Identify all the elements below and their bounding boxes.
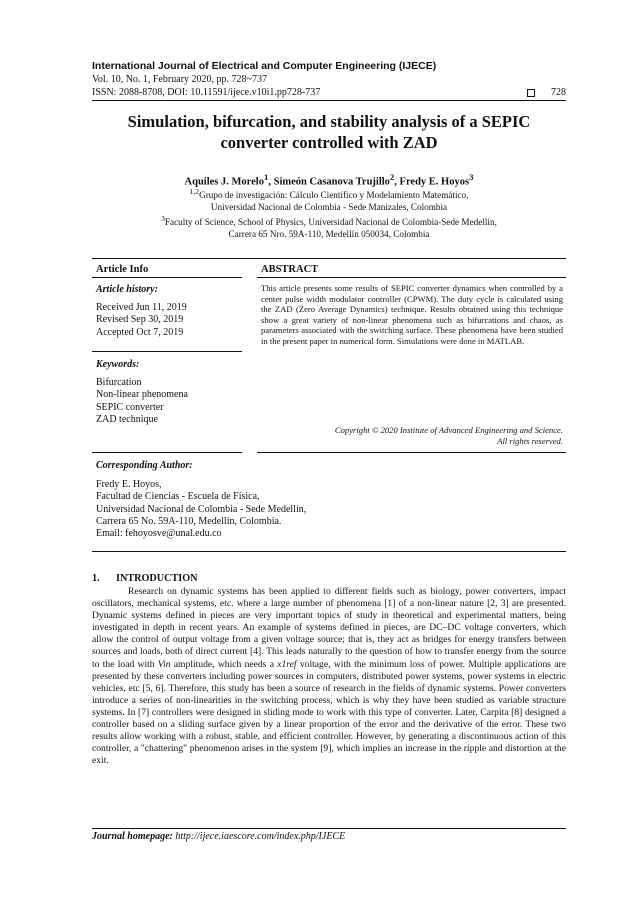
author-sup: 2 <box>389 172 395 182</box>
affil-sup: 3 <box>161 214 165 224</box>
abstract-heading: ABSTRACT <box>261 264 319 275</box>
footer-divider <box>92 828 566 829</box>
corresponding-line: Carrera 65 No. 59A-110, Medellín, Colombia. <box>96 515 282 527</box>
affil-line: Universidad Nacional de Colombia - Sede Manizales, Colombia <box>210 201 448 212</box>
author-name: Aquiles J. Morelo <box>184 176 264 188</box>
page-number: 728 <box>551 87 566 98</box>
article-info-heading: Article Info <box>96 264 149 275</box>
info-top-rule <box>92 258 566 259</box>
keyword-list <box>96 377 246 426</box>
affil-line: Faculty of Science, School of Physics, Universidad Nacional de Colombia-Sede Medellín, <box>164 217 497 228</box>
abstract-heading-rule <box>257 277 566 278</box>
author-name: Simeón Casanova Trujillo <box>273 176 390 188</box>
math-vin: Vin <box>157 658 171 670</box>
math-x1ref: x1ref <box>277 658 297 670</box>
keyword: Bifurcation <box>96 377 142 388</box>
author-sup: 3 <box>469 172 474 182</box>
keywords-heading: Keywords: <box>96 359 140 370</box>
journal-title: International Journal of Electrical and Computer Engineering (IJECE) <box>92 60 437 72</box>
info-heading-rule <box>92 277 242 278</box>
copyright-line: Copyright © 2020 Institute of Advanced Engineering and Science. <box>334 425 563 435</box>
affiliations <box>92 186 566 241</box>
info-end-rule <box>92 551 566 552</box>
intro-text: voltage, with the minimum loss of power. Multiple applications are presented by these converters including power sources in computers, distributed power systems, power systems in electric vehicles, etc [5, 6]. Therefore, this study has been a source of research in the fields of dynamic systems. Power converters introduce a series of non-linearities in the switching process, which is why they have been studied as variable structure systems. In [7] controllers were designed in sliding mode to work with this type of converter. Later, Carpita [8] designed a controller based on a sliding surface given by a linear proportion of the error and the derivative of the error. These two results allow working with a robust, stable, and efficient controller. However, by generating a discontinuous action of this controller, a "chattering" phenomenon arises in the system [9], which implies an increase in the ripple and distortion at the exit. <box>92 658 566 767</box>
history-heading: Article history: <box>96 284 158 295</box>
author-name: Fredy E. Hoyos <box>399 176 470 188</box>
corresponding-author <box>96 479 566 540</box>
journal-volume: Vol. 10, No. 1, February 2020, pp. 728~737 <box>92 74 267 85</box>
affil-sup: 1,2 <box>189 187 200 196</box>
author-list: Aquiles J. Morelo$^1$, Simeón Casanova Trujillo$^2$, Fredy E. Hoyos$^3$ <box>184 172 474 188</box>
journal-header <box>92 60 566 99</box>
journal-issn: ISSN: 2088-8708, DOI: 10.11591/ijece.v10i1.pp728-737 <box>92 87 321 98</box>
info-bottom-rule-left <box>92 452 242 453</box>
keyword: ZAD technique <box>96 413 158 425</box>
affil-line: Grupo de investigación: Cálculo Científico y Modelamiento Matemático, <box>199 190 469 201</box>
author-sup: 1 <box>263 172 269 182</box>
header-divider <box>92 100 566 101</box>
history-item: Revised Sep 30, 2019 <box>96 314 184 326</box>
article-history <box>96 302 246 339</box>
intro-text: Research on dynamic systems has been applied to different fields such as biology, power converters, impact oscillators, mechanical systems, etc. where a large number of phenomena [1] of a non-linear nature [2, 3] are presented. Dynamic systems defined in pieces are very important topics of study in theoretical and experimental matters, being investigated in depth in recent years. An example of systems defined in pieces, are DC–DC voltage converters, which allow the control of output voltage from a given voltage source; that is, they act as bridges for energy transfers between sources and loads, both of direct current [4]. This leads naturally to the question of how to transfer energy from the source to the load with <box>92 586 566 670</box>
keyword: SEPIC converter <box>96 401 164 413</box>
corresponding-heading: Corresponding Author: <box>96 460 193 471</box>
title-line: Simulation, bifurcation, and stability analysis of a SEPIC <box>127 112 531 131</box>
footer-label: Journal homepage <box>92 831 170 842</box>
keyword: Non-linear phenomena <box>96 389 188 401</box>
copyright-line: All rights reserved. <box>497 436 563 446</box>
section-number: 1. <box>92 573 100 584</box>
paper-title <box>92 111 566 153</box>
info-bottom-rule-right <box>257 452 566 453</box>
copyright-notice <box>261 425 563 447</box>
section-title: INTRODUCTION <box>116 573 198 584</box>
keywords-rule <box>92 351 242 352</box>
abstract-text: This article presents some results of SEPIC converter dynamics when controlled by a center pulse width modulator controller (CPWM). The duty cycle is calculated using the ZAD (Zero Average Dynamics) technique. Results obtained using this technique show a great variety of non-linear phenomena such as bifurcations and chaos, as parameters associated with the switching surface. These phenomena have been studied in the present paper in numerical form. Simulations were done in MATLAB. <box>261 283 563 346</box>
journal-homepage-link[interactable]: http://ijece.iaescore.com/index.php/IJECE <box>175 831 346 842</box>
corresponding-line: Facultad de Ciencias - Escuela de Física, <box>96 491 260 503</box>
section-heading-introduction <box>92 573 198 584</box>
affil-line: Carrera 65 Nro. 59A-110, Medellín 050034, Colombia <box>228 228 430 239</box>
corresponding-email: Email: fehoyosve@unal.edu.co <box>96 528 222 540</box>
corresponding-line: Universidad Nacional de Colombia - Sede Medellín, <box>96 503 307 515</box>
history-item: Accepted Oct 7, 2019 <box>96 326 184 338</box>
introduction-paragraph <box>92 586 566 767</box>
checkbox-square-icon <box>527 89 535 97</box>
history-item: Received Jun 11, 2019 <box>96 302 187 313</box>
corresponding-line: Fredy E. Hoyos, <box>96 479 162 490</box>
title-line: converter controlled with ZAD <box>220 133 438 152</box>
journal-footer: Journal homepage: http://ijece.iaescore.com/index.php/IJECE <box>92 831 346 842</box>
intro-text: amplitude, which needs a <box>170 658 278 670</box>
